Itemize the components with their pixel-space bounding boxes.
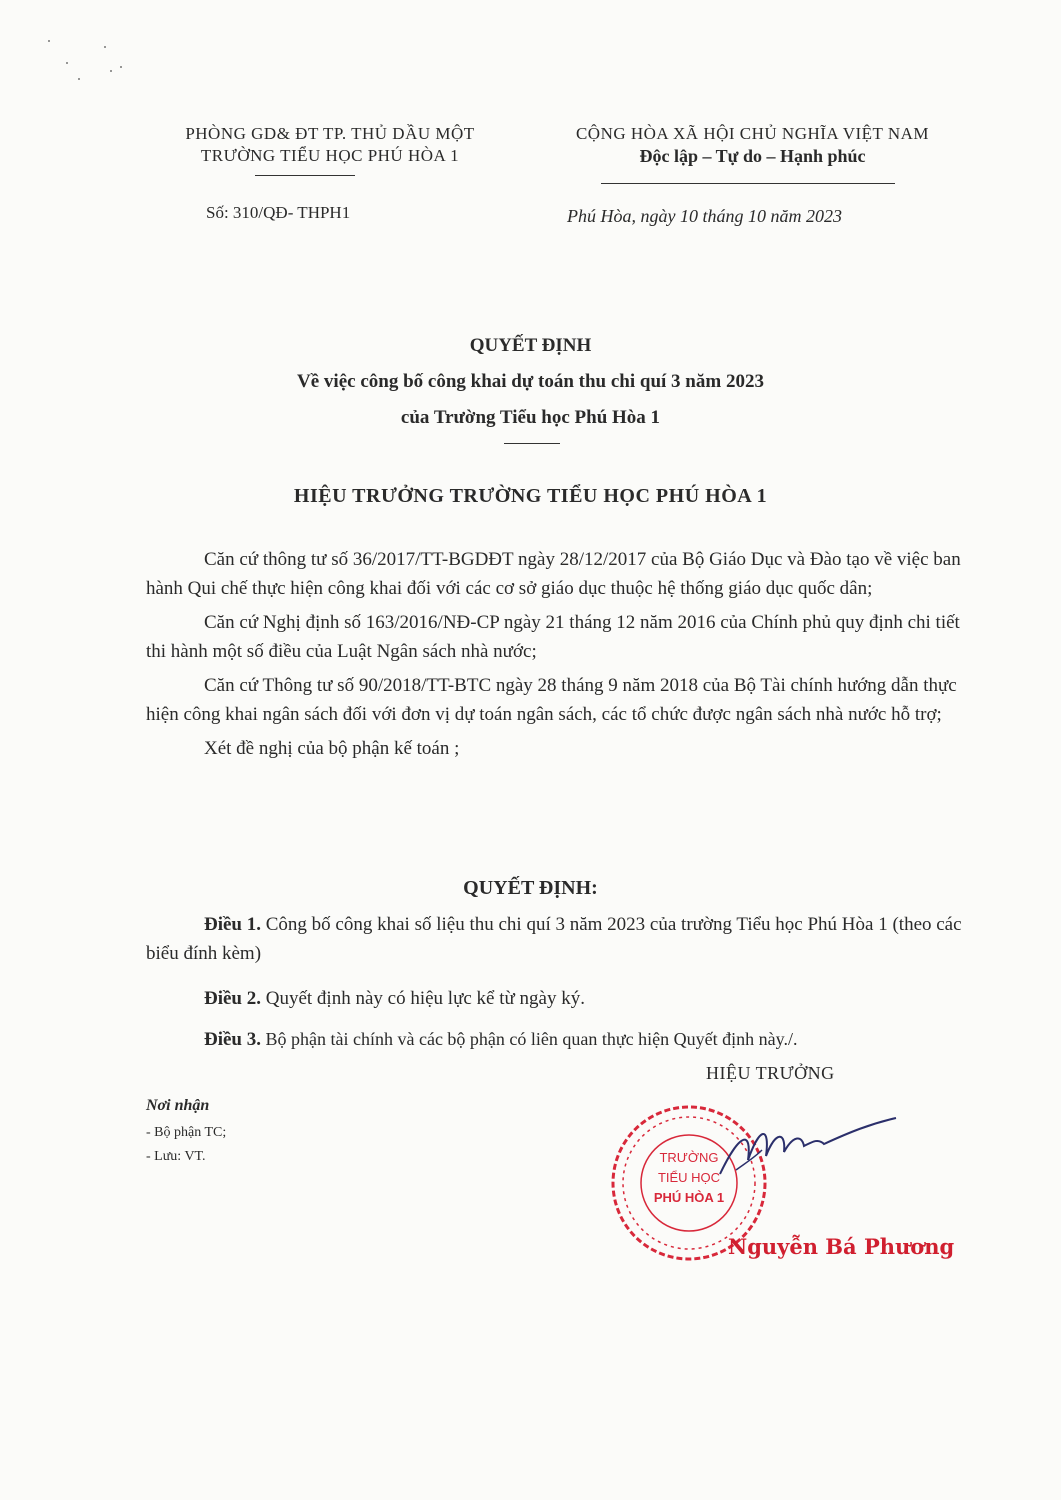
document-title <box>0 335 1061 429</box>
article-1 <box>146 910 976 968</box>
article-label: Điều 3. <box>204 1029 261 1050</box>
national-motto: Độc lập – Tự do – Hạnh phúc <box>639 146 866 166</box>
issuing-school: TRƯỜNG TIỂU HỌC PHÚ HÒA 1 <box>200 146 460 165</box>
basis-paragraph: Xét đề nghị của bộ phận kế toán ; <box>204 738 460 759</box>
place-date: Phú Hòa, ngày 10 tháng 10 năm 2023 <box>567 206 842 226</box>
header-left <box>140 124 520 166</box>
scan-speck <box>78 78 80 80</box>
article-label: Điều 1. <box>204 914 261 935</box>
title-subject: Về việc công bố công khai dự toán thu chi quí 3 năm 2023 <box>297 371 764 392</box>
issuing-authority: HIỆU TRƯỞNG TRƯỜNG TIỂU HỌC PHÚ HÒA 1 <box>293 485 768 507</box>
articles <box>146 910 976 1054</box>
signer-name: Nguyễn Bá Phương <box>728 1234 955 1259</box>
article-2 <box>146 984 976 1013</box>
issuing-department: PHÒNG GD& ĐT TP. THỦ DẦU MỘT <box>185 124 475 143</box>
header-left-underline <box>255 175 355 176</box>
scan-speck <box>110 70 112 72</box>
title-underline <box>504 443 560 444</box>
seal-text: PHÚ HÒA 1 <box>653 1190 725 1205</box>
scan-speck <box>120 66 122 68</box>
article-text: Quyết định này có hiệu lực kể từ ngày ký. <box>265 988 585 1009</box>
seal-text: TIỂU HỌC <box>657 1170 721 1185</box>
national-title: CỘNG HÒA XÃ HỘI CHỦ NGHĨA VIỆT NAM <box>575 124 930 143</box>
article-label: Điều 2. <box>204 988 261 1009</box>
basis-paragraph: Căn cứ thông tư số 36/2017/TT-BGDĐT ngày 28/12/2017 của Bộ Giáo Dục và Đào tạo về việc ban hành Qui chế thực hiện công khai đối với các cơ sở giáo dục thuộc hệ thống giáo dục quốc dân; <box>146 549 961 599</box>
document-number: Số: 310/QĐ- THPH1 <box>206 203 351 222</box>
scan-speck <box>104 46 106 48</box>
signature-stroke <box>720 1118 896 1174</box>
recipient-item: - Bộ phận TC; <box>146 1125 227 1140</box>
header-right <box>515 124 990 167</box>
scan-speck <box>66 62 68 64</box>
seal-text: TRƯỜNG <box>659 1150 719 1165</box>
title-main: QUYẾT ĐỊNH <box>469 335 592 356</box>
title-school: của Trường Tiểu học Phú Hòa 1 <box>400 407 661 428</box>
article-text: Công bố công khai số liệu thu chi quí 3 năm 2023 của trường Tiểu học Phú Hòa 1 (theo các biểu đính kèm) <box>146 914 962 964</box>
scan-speck <box>48 40 50 42</box>
article-text: Bộ phận tài chính và các bộ phận có liên quan thực hiện Quyết định này./. <box>265 1029 798 1049</box>
recipient-item: - Lưu: VT. <box>146 1149 206 1164</box>
article-3 <box>146 1025 976 1054</box>
legal-bases <box>146 545 976 763</box>
recipients-heading: Nơi nhận <box>146 1097 210 1114</box>
motto-underline <box>601 183 895 184</box>
signer-title: HIỆU TRƯỞNG <box>706 1063 835 1083</box>
basis-paragraph: Căn cứ Thông tư số 90/2018/TT-BTC ngày 28 tháng 9 năm 2018 của Bộ Tài chính hướng dẫn thực hiện công khai ngân sách đối với đơn vị dự toán ngân sách, các tổ chức được ngân sách nhà nước hỗ trợ; <box>146 675 957 725</box>
decision-heading: QUYẾT ĐỊNH: <box>463 877 598 899</box>
basis-paragraph: Căn cứ Nghị định số 163/2016/NĐ-CP ngày 21 tháng 12 năm 2016 của Chính phủ quy định chi tiết thi hành một số điều của Luật Ngân sách nhà nước; <box>146 612 960 662</box>
handwritten-signature <box>700 1112 900 1192</box>
recipients <box>146 1097 226 1165</box>
